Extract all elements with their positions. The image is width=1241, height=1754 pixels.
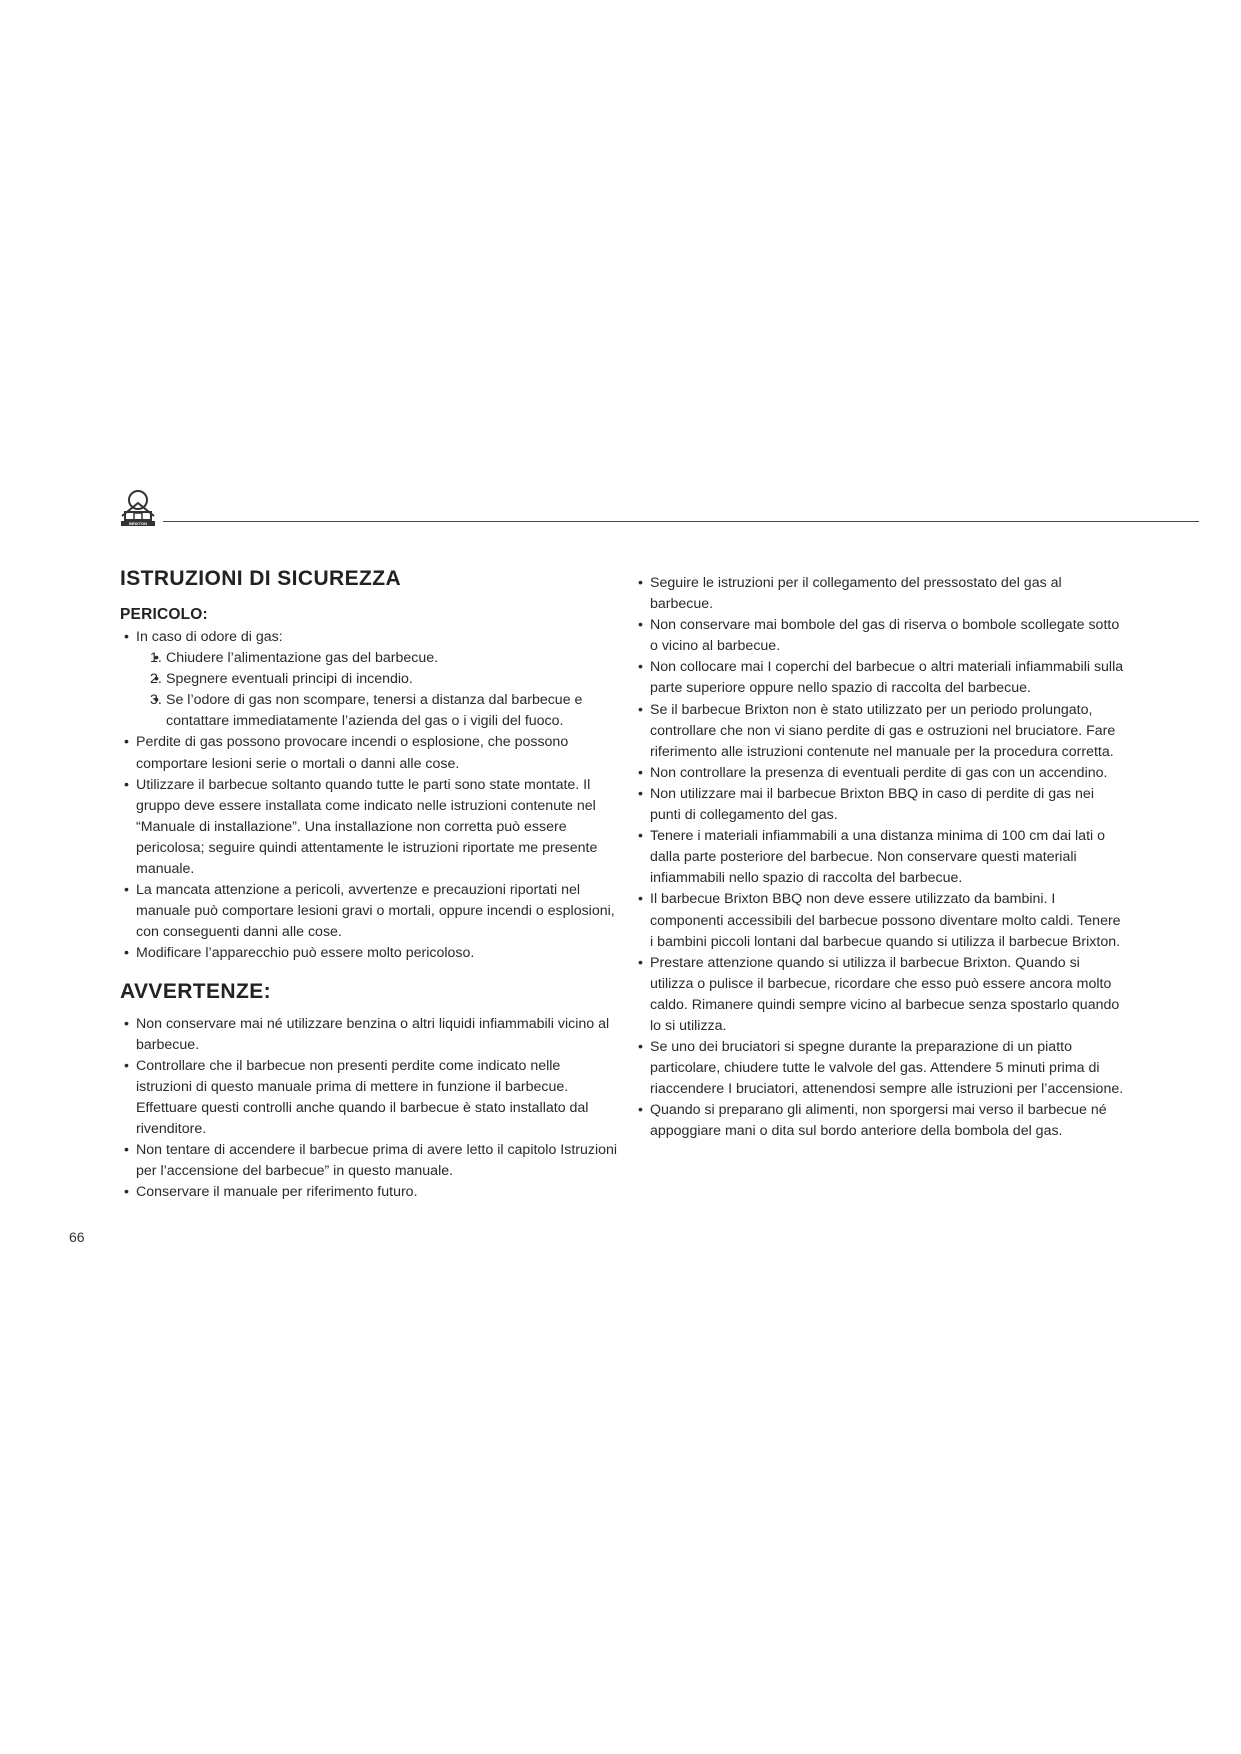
list-item: • Controllare che il barbecue non presenti perdite come indicato nelle istruzioni di questo manuale prima di mettere in funzione il barbecue. Effettuare questi controlli anche quando il barbecue è stato installato dal rivenditore.: [120, 1056, 620, 1140]
list-item: • Conservare il manuale per riferimento futuro.: [120, 1182, 620, 1203]
list-item: • Seguire le istruzioni per il collegamento del pressostato del gas al barbecue.: [634, 573, 1124, 615]
list-item: • Il barbecue Brixton BBQ non deve essere utilizzato da bambini. I componenti accessibili del barbecue possono diventare molto caldi. Tenere i bambini piccoli lontani dal barbecue quando si utilizza il barbecue Brixton.: [634, 889, 1124, 952]
list-item: • Se il barbecue Brixton non è stato utilizzato per un periodo prolungato, controllare che non vi siano perdite di gas e ostruzioni nel bruciatore. Fare riferimento alle istruzioni contenute nel manuale per la procedura corretta.: [634, 700, 1124, 763]
warnings-list: [120, 1014, 620, 1204]
danger-heading: PERICOLO:: [120, 606, 208, 623]
step-item: • 2. Spegnere eventuali principi di incendio.: [150, 669, 620, 690]
step-item: • 1. Chiudere l’alimentazione gas del barbecue.: [150, 648, 620, 669]
list-item: • Quando si preparano gli alimenti, non sporgersi mai verso il barbecue né appoggiare mani o dita sul bordo anteriore della bombola del gas.: [634, 1100, 1124, 1142]
list-item: • Se uno dei bruciatori si spegne durante la preparazione di un piatto particolare, chiudere tutte le valvole del gas. Attendere 5 minuti prima di riaccendere I bruciatori, attenendosi sempre alle istruzioni per l’accensione.: [634, 1037, 1124, 1100]
danger-list: [120, 627, 620, 965]
brixton-logo-icon: [119, 488, 159, 528]
list-item: • In caso di odore di gas: • 1. Chiudere l’alimentazione gas del barbecue. • 2. Spegnere eventuali principi di incendio. • 3. Se l’odore di gas non scompare, tenersi a distanza dal barbecue e contattare immediatamente l’azienda del gas o i vigili del fuoco.: [120, 627, 620, 732]
safety-list-continued: [634, 573, 1124, 1143]
list-item: • Non tentare di accendere il barbecue prima di avere letto il capitolo Istruzioni per l’accensione del barbecue” in questo manuale.: [120, 1140, 620, 1182]
header-rule: [163, 521, 1199, 522]
svg-text:BRIXTON: BRIXTON: [129, 521, 147, 527]
list-item: • Tenere i materiali infiammabili a una distanza minima di 100 cm dai lati o dalla parte posteriore del barbecue. Non conservare questi materiali infiammabili nello spazio di raccolta del barbecue.: [634, 826, 1124, 889]
list-item: • Utilizzare il barbecue soltanto quando tutte le parti sono state montate. Il gruppo deve essere installata come indicato nelle istruzioni contenute nel “Manuale di installazione”. Una installazione non corretta può essere pericolosa; seguire quindi attentamente le istruzioni riportate me presente manuale.: [120, 775, 620, 880]
list-item: • Non conservare mai né utilizzare benzina o altri liquidi infiammabili vicino al barbecue.: [120, 1014, 620, 1056]
safety-title: ISTRUZIONI DI SICUREZZA: [120, 567, 402, 590]
step-item: • 3. Se l’odore di gas non scompare, tenersi a distanza dal barbecue e contattare immediatamente l’azienda del gas o i vigili del fuoco.: [150, 690, 620, 732]
list-item: • Non collocare mai I coperchi del barbecue o altri materiali infiammabili sulla parte superiore oppure nello spazio di raccolta del barbecue.: [634, 657, 1124, 699]
warnings-title: AVVERTENZE:: [120, 979, 272, 1003]
list-item: • Non conservare mai bombole del gas di riserva o bombole scollegate sotto o vicino al barbecue.: [634, 615, 1124, 657]
list-item: • Non controllare la presenza di eventuali perdite di gas con un accendino.: [634, 763, 1124, 784]
right-column: [634, 573, 1124, 1143]
page-header: [119, 488, 1199, 528]
list-item: • Prestare attenzione quando si utilizza il barbecue Brixton. Quando si utilizza o pulisce il barbecue, ricordare che esso può essere ancora molto caldo. Rimanere quindi sempre vicino al barbecue senza spostarlo quando lo si utilizza.: [634, 953, 1124, 1037]
left-column: [120, 566, 620, 1203]
page-number: 66: [69, 1229, 85, 1245]
list-item: • Modificare l’apparecchio può essere molto pericoloso.: [120, 943, 620, 964]
list-item: • La mancata attenzione a pericoli, avvertenze e precauzioni riportati nel manuale può comportare lesioni gravi o mortali, oppure incendi o esplosioni, con conseguenti danni alle cose.: [120, 880, 620, 943]
brixton-logo: [119, 488, 159, 528]
list-item: • Perdite di gas possono provocare incendi o esplosione, che possono comportare lesioni serie o mortali o danni alle cose.: [120, 732, 620, 774]
list-item: • Non utilizzare mai il barbecue Brixton BBQ in caso di perdite di gas nei punti di collegamento del gas.: [634, 784, 1124, 826]
gas-smell-steps: [136, 648, 620, 732]
